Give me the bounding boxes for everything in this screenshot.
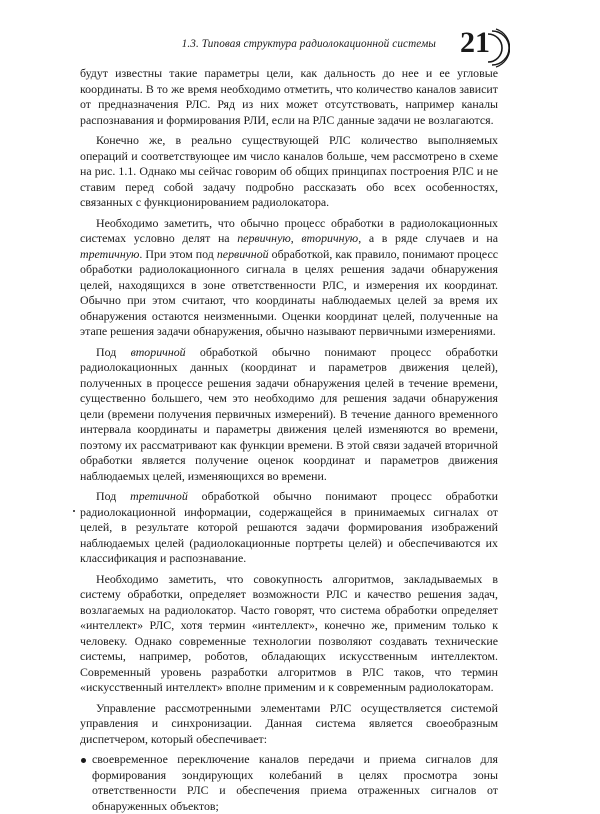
section-title: 1.3. Типовая структура радиолокационной системы bbox=[181, 38, 436, 50]
text-run: Под bbox=[96, 344, 131, 359]
text-run: Необходимо заметить, что совокупность алгоритмов, закладываемых в систему обработки, определяет возможности РЛС и качество решения задач, возлагаемых на радиолокатор. Часто говорят, что система обработки определяет «интеллект» РЛС, хотя термин «интеллект», конечно же, применим только к человеку. Однако современные технологии позволяют создавать технические системы, например, роботов, обладающих искусственным интеллектом. Современный уровень разработки алгоритмов в РЛС таков, что термин «искусственный интеллект» вполне применим и к современным радиолокаторам. bbox=[80, 571, 498, 694]
italic-term: первичной bbox=[216, 246, 269, 261]
scan-speck bbox=[73, 510, 75, 512]
text-run: обработкой, как правило, понимают процесс обработки радиолокационного сигнала в целях решения задачи обнаружения целей, находящихся в зоне ответственности РЛС, и измерения их координат. Обычно при этом считают, что координаты наблюдаемых целей за время их обнаружения остаются неизменными. Оценки координат целей, полученные на этапе решения задачи обнаружения, обычно называют первичными измерениями. bbox=[80, 246, 499, 338]
paragraph bbox=[80, 66, 498, 128]
italic-term: третичную bbox=[80, 246, 140, 261]
text-run: обработкой обычно понимают процесс обработки радиолокационных данных (координат и параметров движения целей), полученных в процессе решения задачи обнаружения целей в течение времени, существенно большего, чем это необходимо для решения задачи обнаружения цели (времени получения первичных измерений). В течение данного временного интервала координаты и параметры движения целей изменяются во времени, поэтому их рассматривают как функции времени. В этой связи задачей вторичной обработки является получение оценок координат и параметров движения наблюдаемых целей, изменяющихся во времени. bbox=[80, 344, 498, 483]
text-run: будут известны такие параметры цели, как дальность до нее и ее угловые координаты. В то же время необходимо отметить, что количество каналов зависит от предназначения РЛС. Ряд из них может отсутствовать, например каналы распознавания и формирования РЛИ, если на РЛС данные задачи не возлагаются. bbox=[80, 66, 498, 127]
paragraph bbox=[80, 489, 498, 567]
body-text bbox=[80, 66, 498, 814]
bullet-item bbox=[80, 752, 498, 814]
running-head bbox=[150, 28, 510, 68]
italic-term: третичной bbox=[130, 489, 188, 503]
italic-term: вторичной bbox=[130, 344, 186, 359]
text-run: . При этом под bbox=[139, 246, 217, 261]
paragraph bbox=[80, 701, 498, 748]
concentric-arcs-icon bbox=[484, 28, 510, 68]
text-run: , а в ряде случаев и на bbox=[358, 231, 498, 245]
bullet-dot-icon bbox=[81, 758, 86, 763]
paragraph bbox=[80, 572, 498, 696]
paragraph bbox=[80, 216, 498, 340]
paragraph bbox=[80, 345, 498, 485]
text-run: обработкой обычно понимают процесс обработки радиолокационной информации, содержащейся в принимаемых сигналах от целей, в результате которой решаются задачи формирования изображений наблюдаемых целей (радиолокационные портреты целей) и обеспечиваются их классификация и распознавание. bbox=[80, 489, 498, 565]
text-run: Управление рассмотренными элементами РЛС осуществляется системой управления и синхронизации. Данная система является своеобразным диспетчером, который обеспечивает: bbox=[80, 700, 498, 746]
text-run: Под bbox=[96, 489, 131, 503]
text-run: Конечно же, в реально существующей РЛС количество выполняемых операций и соответствующее им число каналов больше, чем рассмотрено в схеме на рис. 1.1. Однако мы сейчас говорим об общих принципах построения РЛС и не ставим перед собой задачу подробно рассказать обо всех особенностях, связанных с функционированием радиолокатора. bbox=[80, 133, 498, 209]
bullet-list bbox=[80, 752, 498, 814]
paragraph bbox=[80, 133, 498, 211]
paragraphs-container bbox=[80, 66, 498, 747]
italic-term: первичную bbox=[237, 231, 291, 245]
text-run: Необходимо заметить, что обычно процесс обработки в радиолокационных системах условно делят на bbox=[80, 215, 498, 245]
italic-term: вторичную bbox=[301, 231, 359, 245]
page-number: 21 bbox=[460, 26, 490, 59]
text-run: , bbox=[290, 231, 302, 245]
bullet-text: своевременное переключение каналов передачи и приема сигналов для формирования зондирующих колебаний в целях просмотра зоны ответственности РЛС и обеспечения приема отраженных сигналов от обнаруженных объектов; bbox=[92, 752, 498, 813]
